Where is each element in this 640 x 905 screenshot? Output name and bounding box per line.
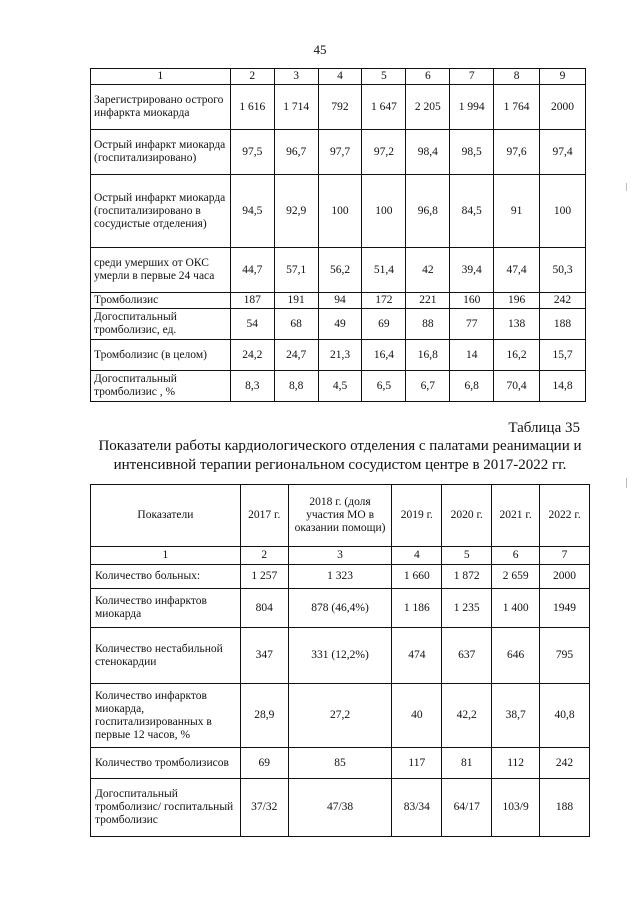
table-cell: 792 xyxy=(318,85,362,130)
data-table-bottom xyxy=(90,484,590,837)
row-label: Острый инфаркт миокарда (госпитализировано) xyxy=(91,130,231,175)
table-cell: 16,4 xyxy=(362,340,406,371)
table-cell: 637 xyxy=(442,628,492,684)
table-cell: 1949 xyxy=(540,589,590,628)
table-cell: 70,4 xyxy=(494,371,540,402)
table-cell: 878 (46,4%) xyxy=(288,589,392,628)
table-cell: 83/34 xyxy=(392,779,442,837)
table-cell: 92,9 xyxy=(274,175,318,248)
row-label: Количество инфарктов миокарда xyxy=(91,589,241,628)
table-cell: 91 xyxy=(494,175,540,248)
header-cell: 3 xyxy=(274,69,318,85)
table-cell: 1 660 xyxy=(392,565,442,589)
header-cell: 1 xyxy=(91,69,231,85)
table-cell: 4,5 xyxy=(318,371,362,402)
table-cell: 646 xyxy=(492,628,540,684)
row-label: среди умерших от ОКС умерли в первые 24 часа xyxy=(91,248,231,293)
header-cell: 2022 г. xyxy=(540,485,590,547)
table-cell: 191 xyxy=(274,293,318,309)
table-cell: 49 xyxy=(318,309,362,340)
table-cell: 94,5 xyxy=(230,175,274,248)
table-cell: 8,3 xyxy=(230,371,274,402)
header-cell: 2021 г. xyxy=(492,485,540,547)
table-cell: 24,2 xyxy=(230,340,274,371)
table-cell: 64/17 xyxy=(442,779,492,837)
header-cell: 2017 г. xyxy=(240,485,288,547)
table-cell: 188 xyxy=(540,779,590,837)
table-row xyxy=(91,293,586,309)
column-number: 1 xyxy=(91,547,241,565)
table-cell: 242 xyxy=(540,293,586,309)
table-cell: 172 xyxy=(362,293,406,309)
table-cell: 40,8 xyxy=(540,684,590,748)
column-number: 7 xyxy=(540,547,590,565)
table-cell: 347 xyxy=(240,628,288,684)
header-cell: Показатели xyxy=(91,485,241,547)
table-cell: 85 xyxy=(288,748,392,779)
table-cell: 1 616 xyxy=(230,85,274,130)
table-cell: 242 xyxy=(540,748,590,779)
row-label: Догоспитальный тромболизис , % xyxy=(91,371,231,402)
column-number: 2 xyxy=(240,547,288,565)
table-cell: 15,7 xyxy=(540,340,586,371)
table-cell: 1 764 xyxy=(494,85,540,130)
table-cell: 28,9 xyxy=(240,684,288,748)
table-cell: 97,4 xyxy=(540,130,586,175)
table-cell: 97,6 xyxy=(494,130,540,175)
table-title: Показатели работы кардиологического отделения с палатами реанимации и интенсивной терапии региональном сосудистом центре в 2017-2022 гг. xyxy=(98,438,582,473)
table-cell: 56,2 xyxy=(318,248,362,293)
table-cell: 69 xyxy=(362,309,406,340)
table-row xyxy=(91,130,586,175)
table-cell: 100 xyxy=(540,175,586,248)
table-row xyxy=(91,684,590,748)
table-row xyxy=(91,628,590,684)
table-cell: 54 xyxy=(230,309,274,340)
table-cell: 804 xyxy=(240,589,288,628)
table-cell: 77 xyxy=(450,309,494,340)
header-cell: 6 xyxy=(406,69,450,85)
row-label: Количество больных: xyxy=(91,565,241,589)
table-cell: 24,7 xyxy=(274,340,318,371)
column-number: 4 xyxy=(392,547,442,565)
table-cell: 68 xyxy=(274,309,318,340)
table-cell: 1 257 xyxy=(240,565,288,589)
table-row xyxy=(91,779,590,837)
table-header-row xyxy=(91,485,590,547)
header-cell: 2020 г. xyxy=(442,485,492,547)
header-cell: 2019 г. xyxy=(392,485,442,547)
data-table-top xyxy=(90,68,586,402)
table-cell: 44,7 xyxy=(230,248,274,293)
table-cell: 96,8 xyxy=(406,175,450,248)
table-cell: 39,4 xyxy=(450,248,494,293)
table-cell: 1 186 xyxy=(392,589,442,628)
table-cell: 196 xyxy=(494,293,540,309)
table-cell: 81 xyxy=(442,748,492,779)
table-cell: 187 xyxy=(230,293,274,309)
table-number: Таблица 35 xyxy=(508,420,580,436)
table-cell: 6,8 xyxy=(450,371,494,402)
table-row xyxy=(91,589,590,628)
row-label: Острый инфаркт миокарда (госпитализировано в сосудистые отделения) xyxy=(91,175,231,248)
table-cell: 97,5 xyxy=(230,130,274,175)
table-cell: 97,7 xyxy=(318,130,362,175)
table-cell: 96,7 xyxy=(274,130,318,175)
table-cell: 138 xyxy=(494,309,540,340)
table-row xyxy=(91,340,586,371)
table-cell: 160 xyxy=(450,293,494,309)
row-label: Зарегистрировано острого инфаркта миокарда xyxy=(91,85,231,130)
table-cell: 2 205 xyxy=(406,85,450,130)
row-label: Тромболизис (в целом) xyxy=(91,340,231,371)
table-cell: 47/38 xyxy=(288,779,392,837)
table-cell: 14,8 xyxy=(540,371,586,402)
table-cell: 37/32 xyxy=(240,779,288,837)
table-cell: 2000 xyxy=(540,565,590,589)
column-number: 3 xyxy=(288,547,392,565)
header-cell: 4 xyxy=(318,69,362,85)
table-cell: 100 xyxy=(362,175,406,248)
table-row xyxy=(91,371,586,402)
header-cell: 9 xyxy=(540,69,586,85)
header-cell: 2018 г. (доля участия МО в оказании помощи) xyxy=(288,485,392,547)
table-cell: 21,3 xyxy=(318,340,362,371)
table-cell: 6,7 xyxy=(406,371,450,402)
table-cell: 88 xyxy=(406,309,450,340)
table-cell: 103/9 xyxy=(492,779,540,837)
table-cell: 2000 xyxy=(540,85,586,130)
table-row xyxy=(91,248,586,293)
table-cell: 42 xyxy=(406,248,450,293)
table-numbering-row xyxy=(91,547,590,565)
table-cell: 1 647 xyxy=(362,85,406,130)
table-cell: 84,5 xyxy=(450,175,494,248)
table-cell: 14 xyxy=(450,340,494,371)
table-cell: 98,4 xyxy=(406,130,450,175)
table-cell: 42,2 xyxy=(442,684,492,748)
table-cell: 1 323 xyxy=(288,565,392,589)
table-cell: 38,7 xyxy=(492,684,540,748)
table-row xyxy=(91,175,586,248)
header-cell: 7 xyxy=(450,69,494,85)
header-cell: 8 xyxy=(494,69,540,85)
table-cell: 1 235 xyxy=(442,589,492,628)
row-label: Догоспитальный тромболизис/ госпитальный тромболизис xyxy=(91,779,241,837)
table-cell: 27,2 xyxy=(288,684,392,748)
row-label: Количество инфарктов миокарда, госпитализированных в первые 12 часов, % xyxy=(91,684,241,748)
table-cell: 1 714 xyxy=(274,85,318,130)
table-cell: 16,8 xyxy=(406,340,450,371)
table-cell: 47,4 xyxy=(494,248,540,293)
scan-mark xyxy=(626,478,627,488)
page-number: 45 xyxy=(313,42,327,57)
column-number: 6 xyxy=(492,547,540,565)
table-cell: 6,5 xyxy=(362,371,406,402)
table-cell: 795 xyxy=(540,628,590,684)
row-label: Тромболизис xyxy=(91,293,231,309)
row-label: Количество тромболизисов xyxy=(91,748,241,779)
row-label: Догоспитальный тромболизис, ед. xyxy=(91,309,231,340)
table-cell: 50,3 xyxy=(540,248,586,293)
table-cell: 2 659 xyxy=(492,565,540,589)
table-cell: 117 xyxy=(392,748,442,779)
table-cell: 331 (12,2%) xyxy=(288,628,392,684)
table-row xyxy=(91,85,586,130)
table-header-row xyxy=(91,69,586,85)
table-cell: 57,1 xyxy=(274,248,318,293)
table-cell: 221 xyxy=(406,293,450,309)
table-cell: 474 xyxy=(392,628,442,684)
table-cell: 69 xyxy=(240,748,288,779)
table-cell: 112 xyxy=(492,748,540,779)
table-cell: 188 xyxy=(540,309,586,340)
row-label: Количество нестабильной стенокардии xyxy=(91,628,241,684)
table-cell: 94 xyxy=(318,293,362,309)
header-cell: 2 xyxy=(230,69,274,85)
table-cell: 40 xyxy=(392,684,442,748)
table-cell: 97,2 xyxy=(362,130,406,175)
header-cell: 5 xyxy=(362,69,406,85)
table-cell: 8,8 xyxy=(274,371,318,402)
table-cell: 1 872 xyxy=(442,565,492,589)
table-cell: 1 994 xyxy=(450,85,494,130)
table-cell: 51,4 xyxy=(362,248,406,293)
table-row xyxy=(91,748,590,779)
table-cell: 100 xyxy=(318,175,362,248)
table-row xyxy=(91,565,590,589)
table-cell: 1 400 xyxy=(492,589,540,628)
column-number: 5 xyxy=(442,547,492,565)
table-cell: 16,2 xyxy=(494,340,540,371)
table-row xyxy=(91,309,586,340)
scan-mark xyxy=(626,183,627,191)
table-cell: 98,5 xyxy=(450,130,494,175)
